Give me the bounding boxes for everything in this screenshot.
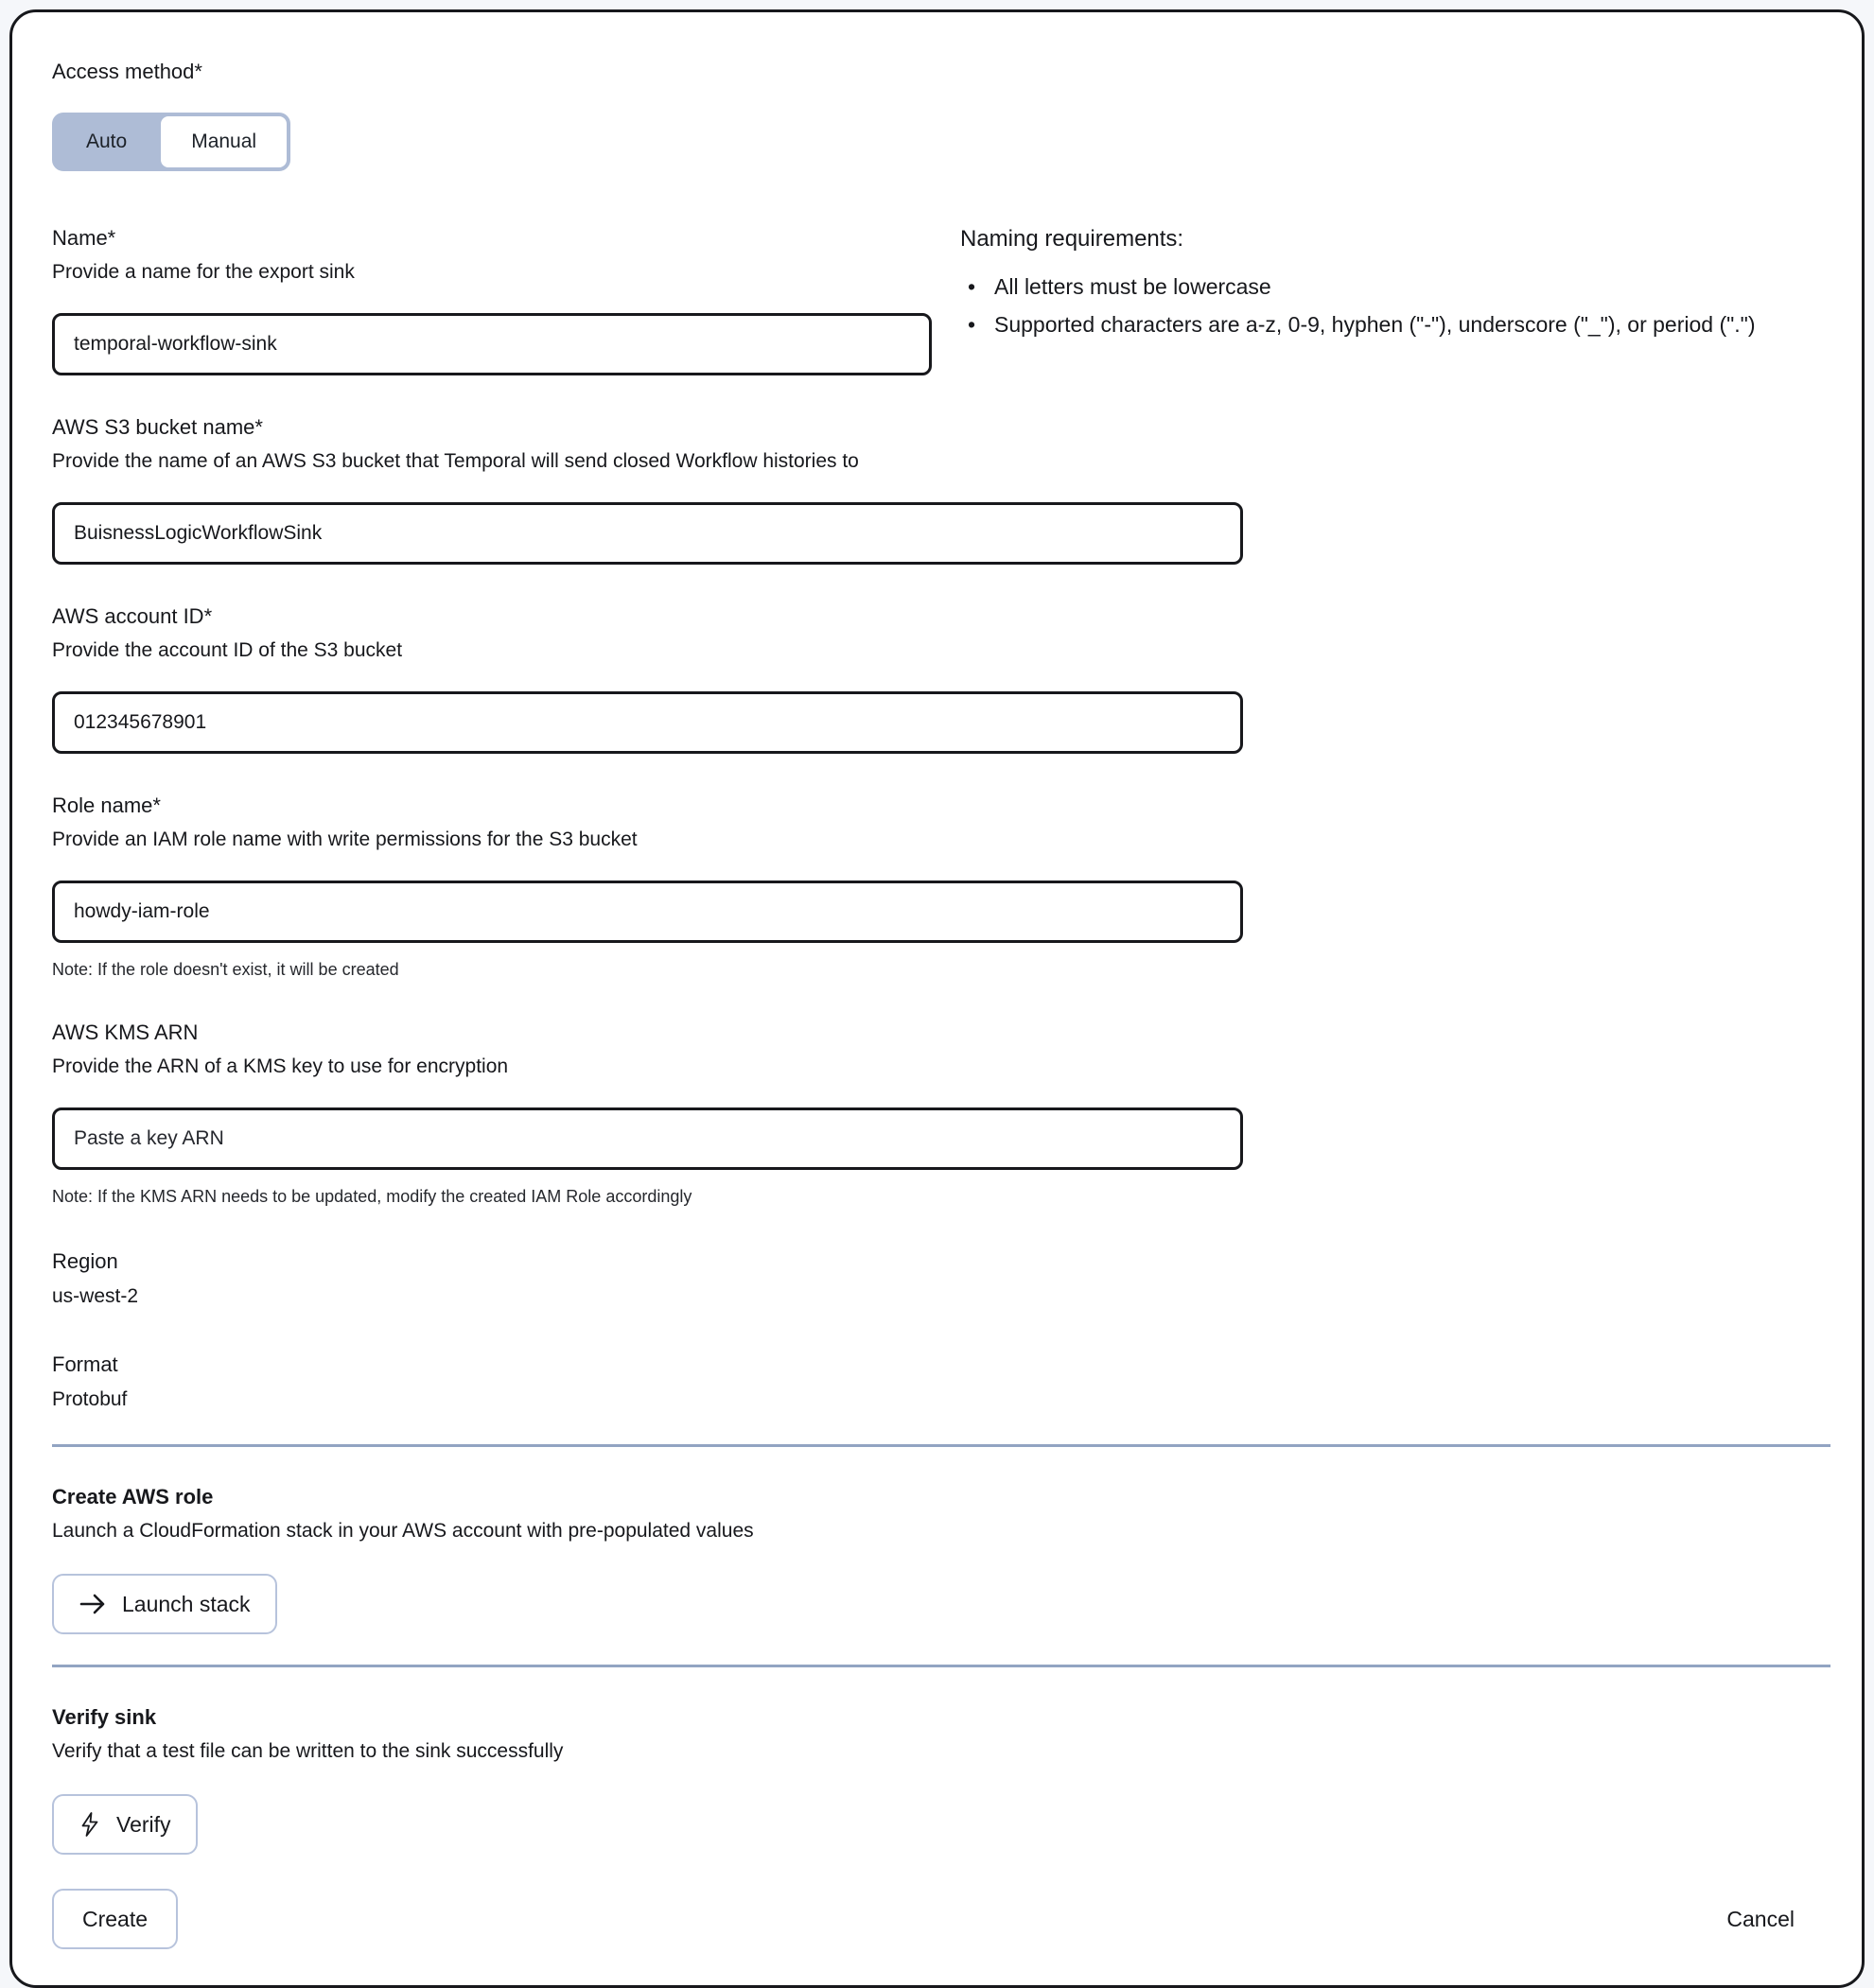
name-description: Provide a name for the export sink: [52, 261, 355, 283]
name-field: [52, 224, 932, 375]
naming-requirements: [960, 224, 1830, 375]
launch-stack-label: Launch stack: [122, 1591, 251, 1616]
lightning-icon: [79, 1811, 101, 1838]
access-method-option-manual[interactable]: Manual: [159, 114, 289, 169]
arrow-right-icon: [79, 1593, 107, 1615]
kms-arn-label: AWS KMS ARN: [52, 1020, 199, 1044]
verify-sink-title: Verify sink: [52, 1705, 157, 1729]
role-name-note: Note: If the role doesn't exist, it will be created: [52, 960, 399, 979]
format-label: Format: [52, 1352, 118, 1376]
create-aws-role-section: [52, 1483, 1830, 1634]
format-value: Protobuf: [52, 1388, 128, 1410]
format-readonly: [52, 1351, 1830, 1414]
s3-bucket-label: AWS S3 bucket name*: [52, 415, 263, 439]
verify-button[interactable]: [52, 1794, 198, 1855]
section-divider: [52, 1665, 1830, 1667]
name-and-requirements-row: [52, 224, 1830, 375]
export-sink-form-card: [9, 9, 1865, 1988]
create-aws-role-title: Create AWS role: [52, 1485, 214, 1508]
kms-arn-input[interactable]: [52, 1107, 1243, 1170]
role-name-label: Role name*: [52, 793, 161, 817]
access-method-toggle: [52, 113, 290, 171]
kms-arn-note: Note: If the KMS ARN needs to be updated, modify the created IAM Role accordingly: [52, 1187, 692, 1206]
region-label: Region: [52, 1249, 118, 1273]
region-value: us-west-2: [52, 1285, 139, 1307]
name-input[interactable]: [52, 313, 932, 375]
cancel-button[interactable]: Cancel: [1721, 1906, 1800, 1933]
kms-arn-description: Provide the ARN of a KMS key to use for encryption: [52, 1055, 509, 1077]
s3-bucket-input[interactable]: [52, 502, 1243, 565]
verify-label: Verify: [116, 1811, 171, 1837]
naming-requirement-item: • Supported characters are a-z, 0-9, hyphen ("-"), underscore ("_"), or period ("."): [960, 305, 1830, 343]
region-readonly: [52, 1247, 1830, 1311]
role-name-description: Provide an IAM role name with write permissions for the S3 bucket: [52, 828, 638, 850]
access-method-label: Access method*: [52, 60, 202, 83]
verify-sink-section: [52, 1703, 1830, 1855]
aws-account-id-input[interactable]: [52, 691, 1243, 754]
verify-sink-description: Verify that a test file can be written to the sink successfully: [52, 1740, 564, 1762]
access-method-option-auto[interactable]: Auto: [54, 114, 159, 169]
create-aws-role-description: Launch a CloudFormation stack in your AWS account with pre-populated values: [52, 1520, 754, 1542]
aws-account-id-label: AWS account ID*: [52, 604, 213, 628]
s3-bucket-field: [52, 413, 1830, 565]
form-footer: [52, 1889, 1830, 1949]
role-name-input[interactable]: [52, 881, 1243, 943]
s3-bucket-description: Provide the name of an AWS S3 bucket that Temporal will send closed Workflow histories to: [52, 450, 859, 472]
kms-arn-field: [52, 1019, 1830, 1208]
role-name-field: [52, 792, 1830, 981]
naming-requirements-list: [960, 268, 1830, 343]
name-label: Name*: [52, 226, 116, 250]
launch-stack-button[interactable]: [52, 1574, 277, 1634]
aws-account-id-field: [52, 602, 1830, 754]
naming-requirements-title: Naming requirements:: [960, 226, 1184, 252]
aws-account-id-description: Provide the account ID of the S3 bucket: [52, 639, 403, 661]
section-divider: [52, 1444, 1830, 1447]
create-button[interactable]: Create: [52, 1889, 178, 1949]
naming-requirement-item: • All letters must be lowercase: [960, 268, 1830, 305]
